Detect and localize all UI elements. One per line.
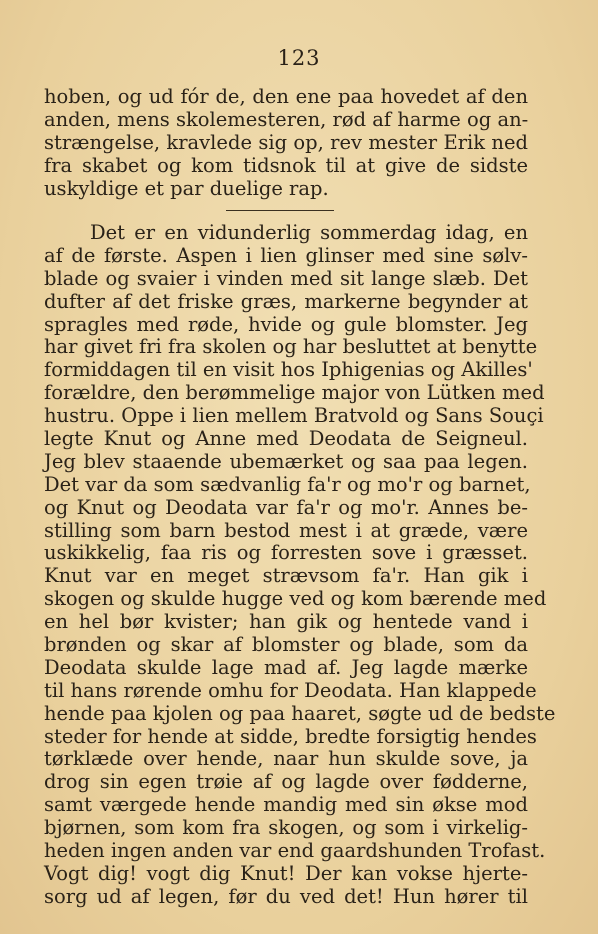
text-line: blade og svaier i vinden med sit lange slæb. Det (44, 266, 528, 290)
text-line: stilling som barn bestod mest i at græde, være (44, 518, 528, 542)
text-line: Vogt dig! vogt dig Knut! Der kan vokse hjerte- (44, 861, 528, 885)
text-line: tørklæde over hende, naar hun skulde sove, ja (44, 747, 528, 771)
text-line: til hans rørende omhu for Deodata. Han klappede (44, 678, 537, 702)
text-line: Knut var en meget strævsom fa'r. Han gik i (44, 564, 528, 588)
text-line: spragles med røde, hvide og gule blomster. Jeg (44, 312, 528, 336)
text-line: af de første. Aspen i lien glinser med sine sølv- (44, 243, 528, 267)
text-line: heden ingen anden var end gaardshunden Trofast. (44, 839, 546, 863)
text-line: dufter af det friske græs, markerne begynder at (44, 289, 528, 313)
text-line: uskyldige et par duelige rap. (44, 176, 329, 200)
text-line: hoben, og ud fór de, den ene paa hovedet af den (44, 85, 528, 108)
text-line: en hel bør kvister; han gik og hentede vand i (44, 610, 528, 634)
text-line: Det er en vidunderlig sommerdag idag, en (90, 221, 528, 244)
page-number: 123 (277, 46, 321, 70)
text-line: bjørnen, som kom fra skogen, og som i virkelig- (44, 816, 528, 840)
text-line: steder for hende at sidde, bredte forsigtig hendes (44, 724, 537, 748)
text-line: forældre, den berømmelige major von Lütken med (44, 381, 545, 405)
text-line: anden, mens skolemesteren, rød af harme og an- (44, 107, 529, 131)
text-line: skogen og skulde hugge ved og kom bærende med (44, 587, 547, 611)
text-line: formiddagen til en visit hos Iphigenias og Akilles' (44, 358, 533, 382)
text-line: hustru. Oppe i lien mellem Bratvold og Sans Souçi (44, 404, 544, 428)
text-line: hende paa kjolen og paa haaret, søgte ud de bedste (44, 701, 556, 725)
text-line: drog sin egen trøie af og lagde over fødderne, (44, 770, 528, 794)
text-line: Deodata skulde lage mad af. Jeg lagde mærke (44, 655, 528, 679)
text-line: uskikkelig, faa ris og forresten sove i græsset. (44, 541, 528, 565)
paragraph-2 (44, 221, 556, 909)
text-line: fra skabet og kom tidsnok til at give de sidste (44, 153, 528, 177)
text-line: har givet fri fra skolen og har besluttet at benytte (44, 335, 538, 359)
text-line: samt værgede hende mandig med sin økse mod (44, 793, 528, 817)
text-line: Jeg blev staaende ubemærket og saa paa legen. (44, 449, 528, 473)
text-line: Det var da som sædvanlig fa'r og mo'r og barnet, (44, 472, 531, 496)
text-line: brønden og skar af blomster og blade, som da (44, 633, 528, 657)
section-divider (226, 210, 334, 211)
text-line: strængelse, kravlede sig op, rev mester Erik ned (44, 130, 528, 154)
paragraph-1 (44, 86, 528, 200)
text-line: legte Knut og Anne med Deodata de Seigneul. (44, 427, 528, 451)
text-line: sorg ud af legen, før du ved det! Hun hører til (44, 884, 528, 908)
text-line: og Knut og Deodata var fa'r og mo'r. Annes be- (44, 495, 528, 519)
